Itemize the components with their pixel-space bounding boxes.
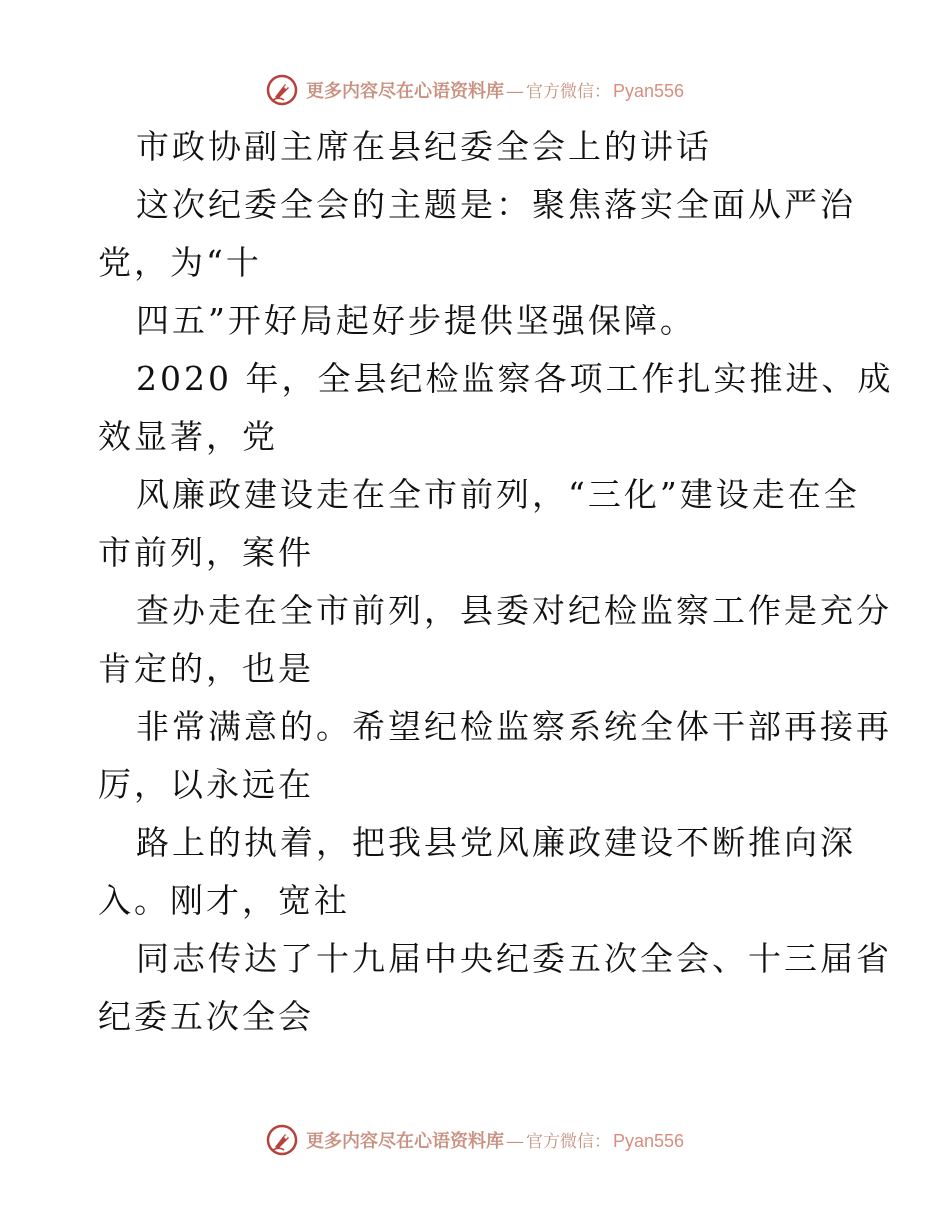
watermark-main: 更多内容尽在心语资料库 (305, 1131, 504, 1152)
text-line: 四五”开好局起好步提供坚强保障。 (136, 301, 696, 340)
document-body (98, 118, 894, 1046)
pen-nib-logo-icon (266, 1124, 298, 1156)
watermark-sub: 官方微信： (525, 82, 611, 102)
text-line: 查办走在全市前列，县委对纪检监察工作是充分 (136, 591, 892, 630)
text-line: 纪委五次全会 (98, 997, 314, 1036)
watermark-sub: 官方微信： (525, 1132, 611, 1152)
text-line: 市前列，案件 (98, 533, 314, 572)
watermark-main: 更多内容尽在心语资料库 (305, 81, 504, 102)
watermark-text (306, 77, 684, 103)
text-line: 肯定的，也是 (98, 649, 314, 688)
text-line: 路上的执着，把我县党风廉政建设不断推向深 (136, 823, 856, 862)
text-line: 2020 年，全县纪检监察各项工作扎实推进、成 (136, 359, 894, 398)
watermark-footer (0, 1120, 950, 1160)
text-line: 非常满意的。希望纪检监察系统全体干部再接再 (136, 707, 892, 746)
watermark-dash: — (505, 1131, 524, 1152)
text-line: 厉，以永远在 (98, 765, 314, 804)
pen-nib-logo-icon (266, 74, 298, 106)
watermark-dash: — (505, 81, 524, 102)
watermark-header (0, 70, 950, 110)
document-title: 市政协副主席在县纪委全会上的讲话 (136, 127, 712, 166)
watermark-id: Pyan556 (612, 1131, 685, 1151)
watermark-id: Pyan556 (612, 81, 685, 101)
watermark-text (306, 1127, 684, 1153)
text-line: 效显著，党 (98, 417, 278, 456)
text-line: 这次纪委全会的主题是：聚焦落实全面从严治 (136, 185, 856, 224)
text-line: 风廉政建设走在全市前列，“三化”建设走在全 (136, 475, 860, 514)
text-line: 同志传达了十九届中央纪委五次全会、十三届省 (136, 939, 892, 978)
text-line: 入。刚才，宽社 (98, 881, 350, 920)
text-line: 党，为“十 (98, 243, 262, 282)
